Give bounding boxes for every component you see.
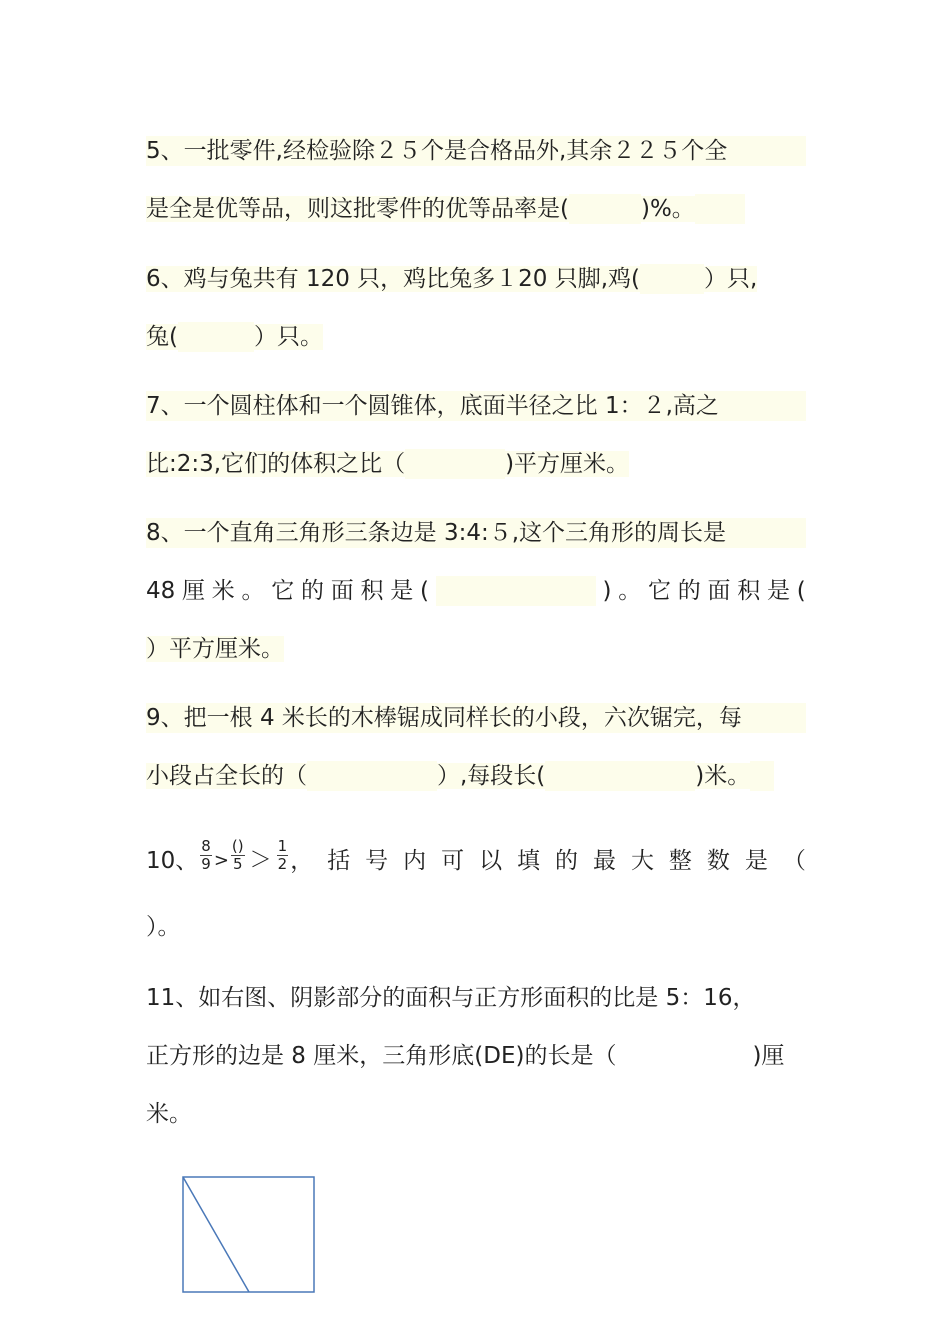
q11-line3: 米。 (146, 1101, 192, 1127)
q11-line2: 正方形的边是 8 厘米，三角形底(DE)的长是（ )厘 (146, 1043, 785, 1069)
q6-line2: 兔( ）只。 (146, 324, 323, 350)
triangle-edge (183, 1177, 249, 1292)
q9-line1: 9、把一根 4 米长的木棒锯成同样长的小段，六次锯完，每 (146, 703, 806, 733)
q8-line3: ）平方厘米。 (146, 636, 284, 662)
q11-line1: 11、如右图、阴影部分的面积与正方形面积的比是 5：16， (146, 985, 756, 1011)
fraction-blank-5: $\frac{()}{5}$ (231, 836, 244, 873)
q6-line1: 6、鸡与兔共有 120 只，鸡比兔多１20 只脚,鸡( ）只, (146, 266, 758, 292)
q9-fraction-blank (307, 761, 437, 791)
q10-line2: ）。 (146, 914, 181, 940)
q10-text: 括 号 内 可 以 填 的 最 大 整 数 是 （ (327, 848, 806, 874)
q8-line2: 48 厘 米 。 它 的 面 积 是 ( ) 。 它 的 面 积 是 ( (146, 578, 806, 604)
q6-rabbit-blank (178, 322, 254, 352)
q5-line2-text: 是全是优等品，则这批零件的优等品率是( (146, 196, 569, 222)
q5-line1: 5、一批零件,经检验除２５个是合格品外,其余２２５个全 (146, 136, 806, 166)
q5-line2: 是全是优等品，则这批零件的优等品率是( )%。 (146, 194, 806, 224)
q7-line2: 比:2:3,它们的体积之比（ )平方厘米。 (146, 451, 630, 477)
square-triangle-figure (182, 1176, 316, 1294)
q7-line1: 7、一个圆柱体和一个圆锥体，底面半径之比 1：２,高之 (146, 391, 806, 421)
square-outline (183, 1177, 314, 1292)
q5-answer-blank (569, 194, 641, 224)
q9-length-blank (545, 761, 695, 791)
q7-answer-blank (405, 449, 505, 479)
q8-line1: 8、一个直角三角形三条边是 3:4:５,这个三角形的周长是 (146, 518, 806, 548)
q8-answer-blank (436, 576, 596, 606)
fraction-1-2: $\frac{1}{2}$ (277, 836, 288, 873)
q10-line1: 10、 $\frac{8}{9}$ > $\frac{()}{5}$ ＞ $\frac{1}{2}$ ， 括 号 内 可 以 填 的 最 大 整 数 是 （ (146, 836, 806, 874)
q6-chicken-blank (640, 264, 704, 294)
fraction-8-9: $\frac{8}{9}$ (201, 836, 211, 873)
q9-line2: 小段占全长的（ ）,每段长( )米。 (146, 761, 806, 791)
